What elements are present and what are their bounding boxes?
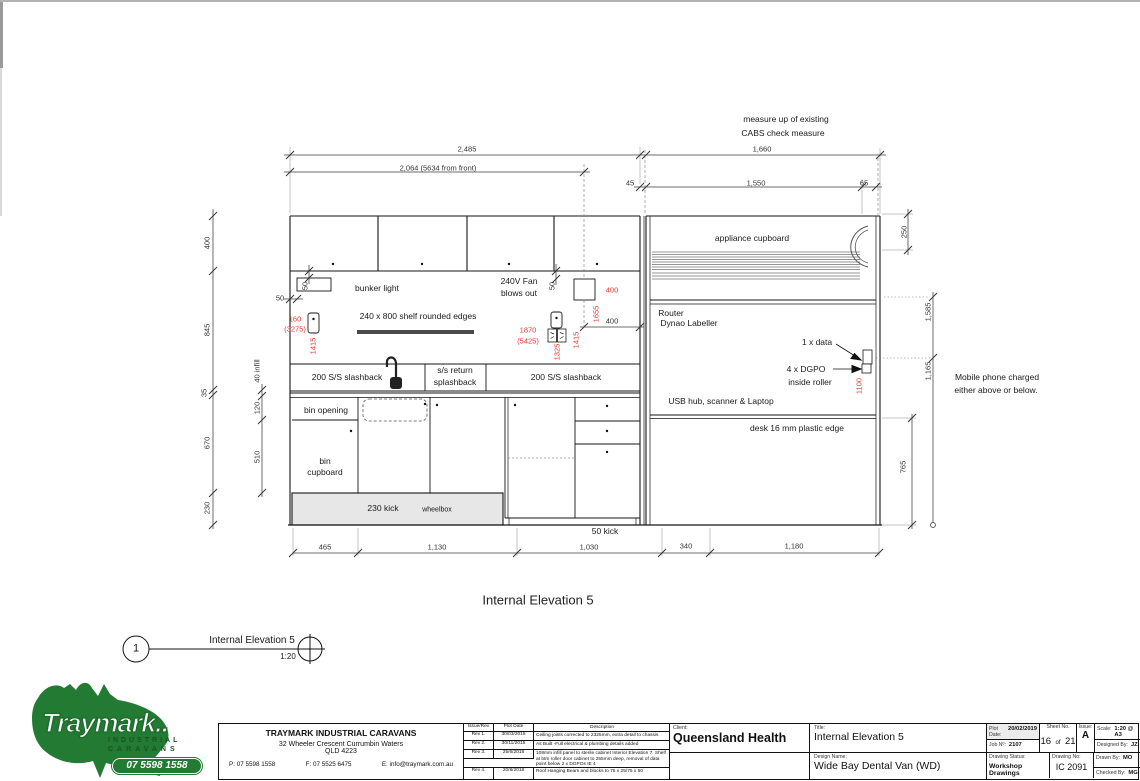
company-email[interactable]: E: info@traymark.com.au bbox=[381, 761, 453, 768]
logo-brand-text: Traymark.. bbox=[42, 708, 169, 738]
note-measure-up-line2: CABS check measure bbox=[741, 127, 825, 138]
dim-1585: 1,585 bbox=[923, 302, 933, 322]
note-mobile-line2: either above or below. bbox=[954, 384, 1038, 395]
dim-340: 340 bbox=[679, 541, 693, 551]
dim-red-400: 400 bbox=[605, 285, 619, 295]
drawing-status-value: Workshop Drawings bbox=[989, 763, 1023, 777]
dim-670: 670 bbox=[202, 436, 212, 450]
callout-scale: 1:20 bbox=[280, 652, 296, 661]
roller-door-handle bbox=[851, 226, 868, 267]
note-data-point: 1 x data bbox=[801, 336, 833, 347]
rev4-id: Rev 4. bbox=[464, 768, 494, 779]
title-label: Title: bbox=[814, 725, 826, 731]
job-number-label: Job Nº: bbox=[989, 741, 1006, 748]
dim-red-1325: 1325 bbox=[552, 343, 562, 361]
rev2-id: Rev 2. bbox=[464, 741, 494, 749]
sheet-no-label: Sheet No. bbox=[1046, 724, 1070, 730]
note-dgpo-line1: 4 x DGPO bbox=[786, 363, 826, 374]
callout-title: Internal Elevation 5 bbox=[209, 635, 295, 646]
job-number-value: 2107 bbox=[1008, 741, 1022, 748]
note-bin-cupboard-line1: bin bbox=[319, 455, 331, 466]
drawn-by-label: Drawn By: bbox=[1096, 754, 1120, 761]
rev3-desc: 108mm infill panel to sterile cabinet Interior Elevation 7. Shelf at btm roller door cabinet to 255mm deep, removal of data point below 2 x DGPOs IE 4 bbox=[536, 751, 666, 768]
revision-row bbox=[464, 741, 669, 750]
designed-by-label: Designed By: bbox=[1097, 741, 1128, 748]
scale-label: Scale: bbox=[1097, 725, 1112, 732]
dim-red-1415-left: 1415 bbox=[308, 337, 318, 355]
dim-35: 35 bbox=[199, 388, 209, 398]
designed-by-value: JZ bbox=[1130, 741, 1138, 748]
note-ss-return-line1: s/s return bbox=[437, 364, 473, 375]
note-ss-return-line2: splashback bbox=[433, 376, 477, 387]
rev3-date: 25/6/2018 bbox=[494, 750, 534, 759]
sheet-total: 21 bbox=[1064, 736, 1076, 747]
dim-red-160: 160 bbox=[288, 314, 302, 324]
rev4-date: 20/8/2018 bbox=[494, 768, 534, 779]
drawing-no-value: IC 2091 bbox=[1055, 762, 1088, 772]
company-name: TRAYMARK INDUSTRIAL CARAVANS bbox=[265, 728, 417, 738]
rev1-desc: Ceiling joists corrected to 2325mm, extra detail to chassis bbox=[536, 733, 659, 738]
dim-510: 510 bbox=[252, 450, 262, 464]
note-dgpo-line2: inside roller bbox=[788, 376, 832, 387]
dim-1130: 1,130 bbox=[427, 542, 447, 552]
dim-red-1415-mid: 1415 bbox=[571, 331, 581, 349]
desk-unit-linework bbox=[646, 216, 880, 525]
callout-number: 1 bbox=[132, 642, 140, 655]
dim-1030: 1,030 bbox=[579, 542, 599, 552]
client-block bbox=[669, 724, 809, 779]
note-measure-up-line1: measure up of existing bbox=[743, 113, 829, 124]
note-kick-50: 50 kick bbox=[591, 525, 619, 536]
leader-arrows bbox=[833, 344, 861, 373]
note-bin-opening: bin opening bbox=[304, 404, 348, 415]
rev2-date: 30/11/2015 bbox=[494, 741, 534, 749]
issue-value: A bbox=[1081, 730, 1090, 741]
revision-row bbox=[464, 750, 669, 768]
dim-400-mid: 400 bbox=[605, 316, 619, 326]
note-usb-hub: USB hub, scanner & Laptop bbox=[668, 395, 774, 406]
tap-symbol bbox=[387, 358, 402, 390]
traymark-logo bbox=[8, 674, 220, 778]
company-block bbox=[219, 724, 463, 779]
client-empty-cell bbox=[670, 752, 809, 779]
checked-by-label: Checked By: bbox=[1096, 769, 1126, 776]
dim-50-fan: 50 bbox=[547, 281, 557, 291]
dim-red-3275: (3275) bbox=[284, 324, 306, 334]
dim-2064: 2,064 (5634 from front) bbox=[399, 163, 477, 173]
note-mobile-line1: Mobile phone charged bbox=[954, 371, 1040, 382]
sheet-number: 16 bbox=[1040, 736, 1052, 747]
dim-red-1870: 1870 bbox=[519, 325, 537, 335]
design-name: Wide Bay Dental Van (WD) bbox=[814, 760, 941, 772]
note-wheelbox: wheelbox bbox=[422, 506, 452, 514]
logo-caravans-text: CARAVANS bbox=[108, 746, 179, 753]
elevation-caption: Internal Elevation 5 bbox=[482, 592, 594, 608]
dim-230: 230 bbox=[202, 501, 212, 515]
issue-label: Issue: bbox=[1078, 724, 1093, 730]
drawing-title: Internal Elevation 5 bbox=[814, 731, 904, 743]
rev-header-desc: Description bbox=[590, 725, 614, 730]
logo-phone-badge: 07 5598 1558 bbox=[112, 758, 202, 774]
scale-value: 1:20 @ A3 bbox=[1114, 725, 1134, 738]
title-block bbox=[218, 723, 1139, 780]
note-router-line1: Router bbox=[658, 307, 684, 318]
note-shelf: 240 x 800 shelf rounded edges bbox=[359, 310, 477, 321]
dim-red-1655: 1655 bbox=[591, 305, 601, 323]
company-address2: QLD 4223 bbox=[325, 748, 357, 755]
dim-400-left: 400 bbox=[202, 236, 212, 250]
sink-outline bbox=[363, 399, 427, 421]
revision-row bbox=[464, 768, 669, 779]
plot-date-label: Plot Date: bbox=[989, 725, 1002, 738]
dim-250: 250 bbox=[899, 225, 909, 239]
dim-120: 120 bbox=[252, 401, 262, 415]
drawing-status-label: Drawing Status: bbox=[989, 754, 1026, 760]
client-name: Queensland Health bbox=[673, 731, 787, 745]
dim-50-wall: 50 bbox=[275, 293, 285, 303]
note-appliance-cupboard: appliance cupboard bbox=[714, 232, 790, 243]
dim-65: 65 bbox=[859, 178, 869, 188]
dim-1550: 1,550 bbox=[746, 178, 766, 188]
note-splashback-left: 200 S/S slashback bbox=[311, 371, 383, 382]
roller-door-slats bbox=[652, 252, 860, 279]
dim-465: 465 bbox=[318, 542, 332, 552]
dim-765: 765 bbox=[898, 460, 908, 474]
note-kick-230: 230 kick bbox=[367, 502, 399, 513]
rev-header-date: Plot Date bbox=[494, 724, 534, 731]
note-bin-cupboard-line2: cupboard bbox=[307, 466, 343, 477]
dim-1180: 1,180 bbox=[784, 541, 804, 551]
sheet-of: of bbox=[1055, 740, 1061, 746]
dim-1165: 1,165 bbox=[923, 361, 933, 381]
data-dgpo-points bbox=[862, 350, 872, 373]
dim-40-infill: 40 infill bbox=[252, 359, 262, 383]
dim-red-1100: 1100 bbox=[854, 377, 864, 395]
dim-50-bunker: 50 bbox=[300, 281, 310, 291]
company-phone: P: 07 5598 1558 bbox=[229, 761, 276, 768]
drawing-no-label: Drawing No: bbox=[1052, 754, 1081, 760]
dim-2485: 2,485 bbox=[457, 144, 477, 154]
note-fan-line2: blows out bbox=[501, 287, 537, 298]
rev1-date: 30/03/2015 bbox=[494, 732, 534, 740]
note-bunker-light: bunker light bbox=[355, 282, 399, 293]
company-fax: F: 07 5525 6475 bbox=[305, 761, 352, 768]
checked-by-value: MG bbox=[1128, 769, 1138, 776]
rev3-id: Rev 3. bbox=[464, 750, 494, 759]
revision-table bbox=[463, 724, 669, 779]
rev1-id: Rev 1. bbox=[464, 732, 494, 740]
company-address1: 32 Wheeler Crescent Currumbin Waters bbox=[278, 741, 404, 748]
dim-red-5425: (5425) bbox=[517, 336, 539, 346]
revision-row bbox=[464, 732, 669, 741]
dim-845: 845 bbox=[202, 323, 212, 337]
rev-header-issue: Issue/Rev bbox=[464, 724, 494, 731]
plot-date-value: 20/02/2019 bbox=[1007, 725, 1037, 732]
logo-industrial-text: INDUSTRIAL bbox=[108, 737, 181, 744]
note-splashback-right: 200 S/S slashback bbox=[530, 371, 602, 382]
shelf-bar bbox=[357, 330, 474, 334]
title-design-block bbox=[809, 724, 986, 779]
info-block bbox=[986, 724, 1140, 779]
rev4-desc: Roof Hanging Beam and blocks to 75 x 25/75 x 50 bbox=[536, 769, 643, 774]
drawn-by-value: MO bbox=[1122, 754, 1133, 761]
note-fan-line1: 240V Fan bbox=[500, 275, 538, 286]
dim-45: 45 bbox=[625, 178, 635, 188]
note-router-line2: Dynao Labeller bbox=[660, 317, 718, 328]
design-name-label: Design Name: bbox=[814, 754, 847, 760]
dim-1660: 1,660 bbox=[752, 144, 772, 154]
rev2-desc: As Built -Full electrical & plumbing details added bbox=[536, 742, 639, 747]
note-desk-edge: desk 16 mm plastic edge bbox=[749, 422, 845, 433]
client-label: Client: bbox=[673, 725, 688, 731]
